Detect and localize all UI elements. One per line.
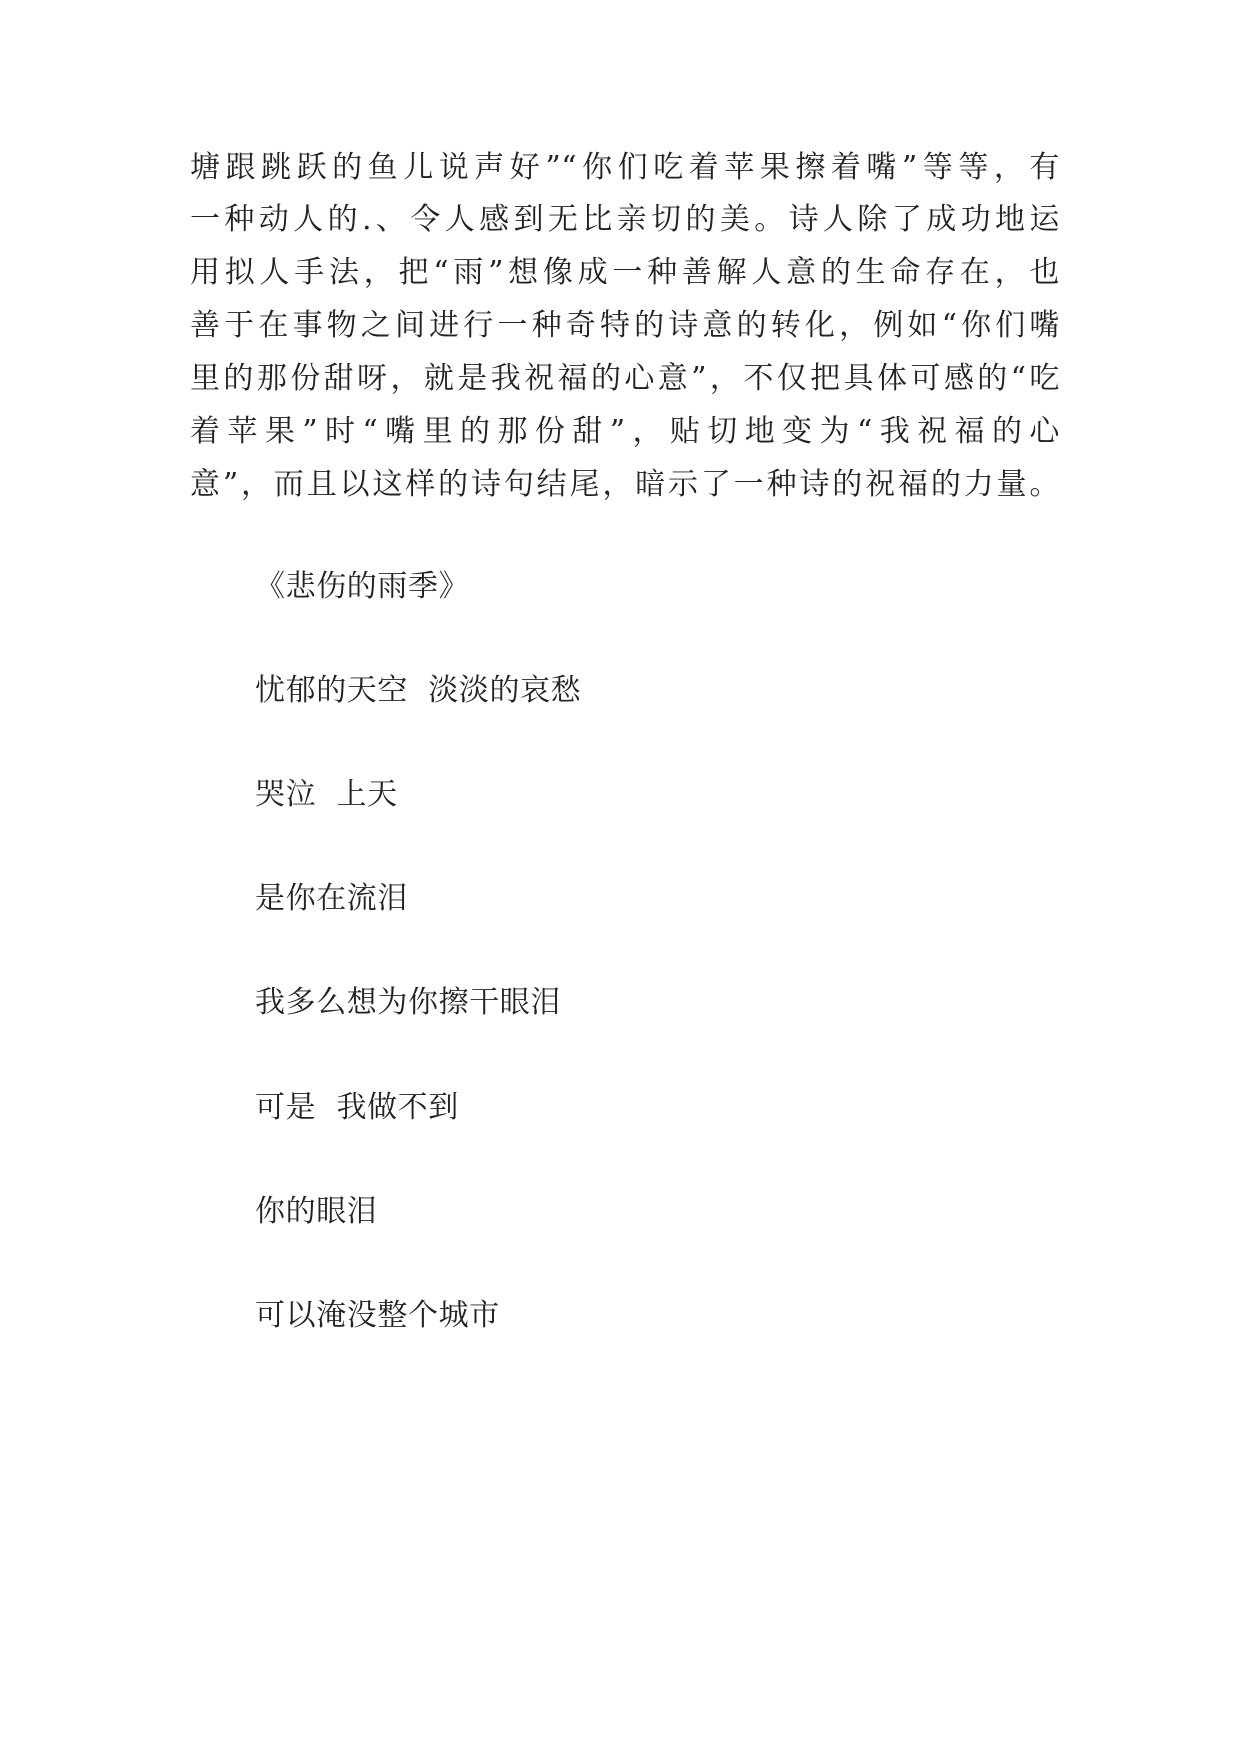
paragraph-line: 塘跟跳跃的鱼儿说声好”“你们吃着苹果擦着嘴”等等，有 (190, 150, 1060, 185)
poem-line: 你的眼泪 (255, 1194, 378, 1229)
paragraph-line: 用拟人手法，把“雨”想像成一种善解人意的生命存在，也 (190, 255, 1060, 290)
poem-line: 是你在流泪 (255, 881, 408, 916)
poem-line: 哭泣 上天 (255, 777, 398, 812)
paragraph-line: 里的那份甜呀，就是我祝福的心意”，不仅把具体可感的“吃 (190, 361, 1060, 396)
poem-line: 忧郁的天空 淡淡的哀愁 (255, 673, 582, 708)
poem-line: 我多么想为你擦干眼泪 (255, 985, 561, 1020)
paragraph-line: 着苹果”时“嘴里的那份甜”，贴切地变为“我祝福的心 (190, 414, 1060, 449)
paragraph-line: 一种动人的.、令人感到无比亲切的美。诗人除了成功地运 (190, 202, 1060, 237)
paragraph-line: 意”，而且以这样的诗句结尾，暗示了一种诗的祝福的力量。 (190, 467, 1060, 502)
paragraph-line: 善于在事物之间进行一种奇特的诗意的转化，例如“你们嘴 (190, 308, 1060, 343)
poem-line: 可以淹没整个城市 (255, 1298, 500, 1333)
poem-line: 可是 我做不到 (255, 1090, 459, 1125)
poem-title: 《悲伤的雨季》 (255, 569, 470, 604)
